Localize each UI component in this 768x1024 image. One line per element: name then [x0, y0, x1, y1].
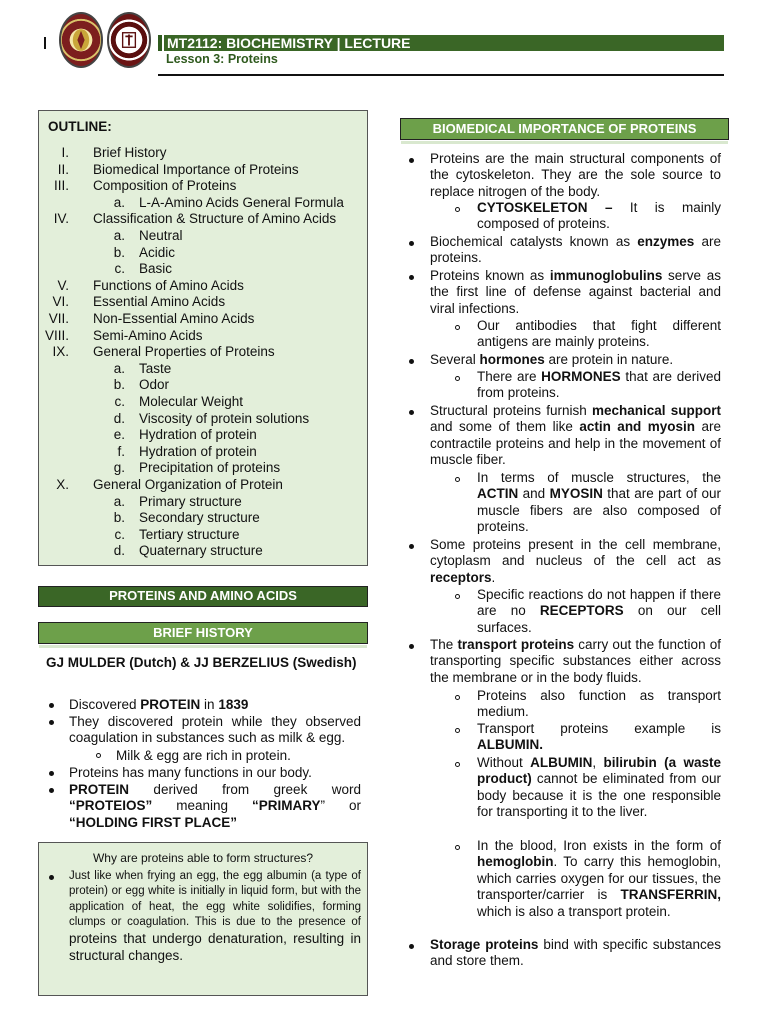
history-bullet-1: Discovered PROTEIN in 1839: [69, 697, 249, 712]
sub-bullet-circle: [455, 594, 460, 599]
outline-item-label: Hydration of protein: [139, 427, 257, 443]
outline-title: OUTLINE:: [48, 119, 112, 134]
biomed-sub-7c: Without ALBUMIN, bilirubin (a waste product) cannot be eliminated from our body because it is the one responsible for transporting it to the liver.: [477, 755, 721, 820]
bullet-dot: [409, 944, 414, 949]
biomed-sub-1: CYTOSKELETON – It is mainly composed of proteins.: [477, 200, 721, 232]
outline-item-number: b.: [113, 244, 125, 260]
outline-item-number: f.: [117, 443, 125, 459]
bullet-dot: [49, 720, 54, 725]
biomed-sub-5: In terms of muscle structures, the ACTIN and MYOSIN that are part of our muscle fibers are also composed of proteins.: [477, 470, 721, 535]
outline-item-label: L-A-Amino Acids General Formula: [139, 194, 344, 210]
outline-item-label: Basic: [139, 261, 173, 277]
outline-item-number: IV.: [53, 211, 69, 227]
outline-item-number: g.: [113, 460, 125, 476]
history-bullet-3: Proteins has many functions in our body.: [69, 765, 312, 780]
outline-item-label: Non-Essential Amino Acids: [93, 311, 255, 326]
biomed-bullet-5: Structural proteins furnish mechanical support and some of them like actin and myosin are contractile proteins and help in the movement of muscle fiber.: [430, 403, 721, 468]
outline-item-number: b.: [113, 510, 125, 526]
bullet-dot: [409, 544, 414, 549]
outline-item-number: I.: [61, 145, 69, 160]
outline-item-number: V.: [57, 277, 69, 293]
bullet-dot: [49, 788, 54, 793]
history-bullet-4: PROTEIN derived from greek word “PROTEIOS” meaning “PRIMARY” or “HOLDING FIRST PLACE”: [69, 782, 362, 830]
outline-box: [38, 110, 368, 566]
biomed-bullet-3: Proteins known as immunoglobulins serve as the first line of defense against bacterial and viral infections.: [430, 268, 721, 316]
outline-item-label: Secondary structure: [139, 510, 260, 526]
sub-bullet-circle: [455, 845, 460, 850]
header-left-mark: [44, 37, 46, 49]
sub-bullet-circle: [455, 376, 460, 381]
outline-item-label: Odor: [139, 377, 170, 393]
outline-item-number: a.: [113, 228, 125, 243]
college-seal-icon: [107, 12, 151, 68]
biomed-bullet-1: Proteins are the main structural components of the cytoskeleton. They are the sole source to replace nitrogen of the body.: [430, 151, 721, 199]
bullet-dot: [409, 644, 414, 649]
lesson-title: Lesson 3: Proteins: [166, 52, 278, 66]
outline-item-number: III.: [53, 178, 69, 194]
header-rule: [158, 74, 724, 76]
outline-item-number: d.: [113, 543, 125, 559]
sub-bullet-circle: [455, 728, 460, 733]
biomed-sub-7d: In the blood, Iron exists in the form of hemoglobin. To carry this hemoglobin, which carries oxygen for our tissues, the transporter/carrier is TRANSFERRIN, which is also a transport protein.: [477, 838, 721, 919]
outline-item-number: IX.: [52, 344, 69, 360]
outline-item-number: d.: [113, 410, 125, 426]
outline-item-number: a.: [113, 493, 125, 509]
history-sub-bullet: Milk & egg are rich in protein.: [116, 748, 291, 763]
biomed-bullet-4: Several hormones are protein in nature.: [430, 352, 674, 367]
why-box: [38, 842, 368, 996]
outline-item-number: VI.: [52, 294, 69, 310]
outline-item-number: c.: [114, 394, 125, 409]
outline-item-label: Hydration of protein: [139, 443, 257, 459]
bullet-dot: [409, 158, 414, 163]
outline-item-label: Semi-Amino Acids: [93, 327, 203, 343]
outline-item-label: Taste: [139, 360, 172, 376]
outline-item-label: Neutral: [139, 228, 183, 243]
outline-item-label: Molecular Weight: [139, 394, 244, 409]
outline-item-number: VIII.: [44, 327, 69, 343]
outline-item-number: b.: [113, 377, 125, 393]
outline-item-label: Quaternary structure: [139, 543, 263, 559]
outline-item-number: X.: [56, 477, 69, 492]
sub-bullet-circle: [455, 325, 460, 330]
sub-bullet-circle: [96, 753, 101, 758]
outline-item-number: VII.: [48, 311, 69, 326]
outline-item-label: Brief History: [93, 145, 167, 160]
biomed-sub-4: There are HORMONES that are derived from proteins.: [477, 369, 721, 401]
biomed-bullet-2: Biochemical catalysts known as enzymes are proteins.: [430, 234, 721, 266]
biomed-bullet-6: Some proteins present in the cell membrane, cytoplasm and nucleus of the cell act as receptors.: [430, 537, 721, 585]
course-title: MT2112: BIOCHEMISTRY | LECTURE: [164, 35, 724, 51]
sub-bullet-circle: [455, 477, 460, 482]
outline-item-label: Viscosity of protein solutions: [139, 410, 310, 426]
section-biomedical-importance: BIOMEDICAL IMPORTANCE OF PROTEINS: [400, 118, 729, 140]
outline-item-number: II.: [57, 161, 69, 177]
outline-item-label: General Organization of Protein: [93, 477, 283, 492]
outline-item-label: General Properties of Proteins: [93, 344, 275, 360]
biomed-sub-7a: Proteins also function as transport medium.: [477, 688, 721, 720]
history-bullet-2: They discovered protein while they observed coagulation in substances such as milk & egg.: [69, 714, 361, 746]
outline-item-label: Composition of Proteins: [93, 178, 237, 194]
header-accent: [158, 35, 162, 51]
university-seal-icon: [59, 12, 103, 68]
biomed-sub-3: Our antibodies that fight different antigens are mainly proteins.: [477, 318, 721, 350]
section-brief-history: BRIEF HISTORY: [38, 622, 368, 644]
bullet-dot: [49, 703, 54, 708]
outline-item-label: Essential Amino Acids: [93, 294, 226, 310]
biomed-sub-6: Specific reactions do not happen if there are no RECEPTORS on our cell surfaces.: [477, 587, 721, 635]
biomed-bullet-7: The transport proteins carry out the function of transporting specific substances either across the membrane or in the body fluids.: [430, 637, 721, 685]
bullet-dot: [409, 275, 414, 280]
bullet-dot: [409, 410, 414, 415]
bullet-dot: [409, 359, 414, 364]
outline-item-number: c.: [114, 261, 125, 277]
outline-item-label: Tertiary structure: [139, 526, 240, 542]
outline-item-label: Precipitation of proteins: [139, 460, 281, 476]
biomed-sub-7b: Transport proteins example is ALBUMIN.: [477, 721, 721, 753]
biomed-bullet-8: Storage proteins bind with specific substances and store them.: [430, 937, 721, 969]
sub-bullet-circle: [455, 762, 460, 767]
why-text: Just like when frying an egg, the egg albumin (a type of protein) or egg white is initially in liquid form, but with the application of heat, the egg white solidifies, forming clumps or coagulation. This is due to the presence of proteins that undergo denaturation, resulting in structural changes.: [69, 870, 361, 964]
sub-bullet-circle: [455, 695, 460, 700]
outline-item-label: Primary structure: [139, 493, 242, 509]
bullet-dot: [49, 875, 54, 880]
scientists-heading: GJ MULDER (Dutch) & JJ BERZELIUS (Swedish): [46, 655, 357, 670]
outline-item-number: e.: [113, 427, 125, 443]
outline-item-number: c.: [114, 526, 125, 542]
why-title: Why are proteins able to form structures?: [92, 851, 314, 865]
outline-item-number: a.: [113, 360, 125, 376]
sub-bullet-circle: [455, 207, 460, 212]
outline-item-number: a.: [113, 194, 125, 210]
outline-item-label: Functions of Amino Acids: [93, 277, 244, 293]
section-proteins-amino-acids: PROTEINS AND AMINO ACIDS: [38, 586, 368, 607]
bullet-dot: [409, 241, 414, 246]
outline-item-label: Classification & Structure of Amino Acids: [93, 211, 337, 227]
bullet-dot: [49, 771, 54, 776]
outline-item-label: Acidic: [139, 244, 176, 260]
outline-item-label: Biomedical Importance of Proteins: [93, 161, 299, 177]
